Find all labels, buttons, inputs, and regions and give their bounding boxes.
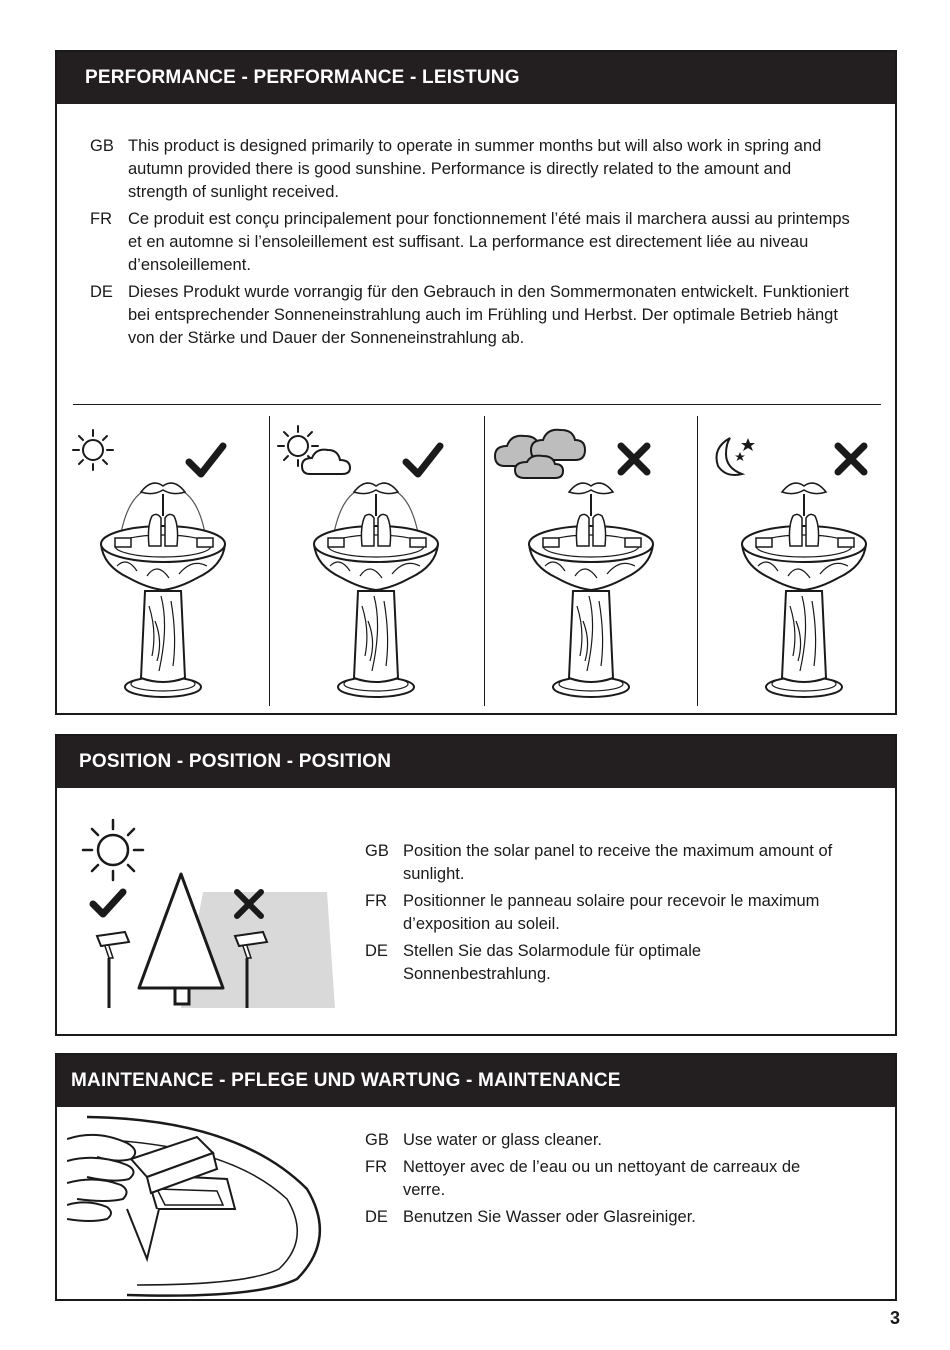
performance-section: [55, 50, 897, 715]
lang-code-fr: FR: [90, 210, 112, 228]
performance-text-block: [90, 135, 850, 354]
lang-code-fr: FR: [365, 892, 387, 910]
performance-divider: [73, 404, 881, 405]
lang-code-de: DE: [365, 1208, 388, 1226]
lang-code-de: DE: [90, 283, 113, 301]
lang-code-gb: GB: [365, 842, 389, 860]
clouds-icon: [495, 430, 585, 478]
position-section: [55, 734, 897, 1036]
sun-icon: [73, 430, 113, 470]
position-text-block: [365, 840, 835, 990]
position-title: POSITION - POSITION - POSITION: [57, 736, 895, 788]
position-row-fr: [365, 890, 835, 936]
fountain-illustration: [314, 483, 438, 697]
sun-cloud-icon: [278, 426, 350, 474]
maintenance-text-de: Benutzen Sie Wasser oder Glasreiniger.: [403, 1208, 696, 1226]
fountain-illustration: [529, 483, 653, 697]
position-text-de: Stellen Sie das Solarmodule für optimale Sonnenbestrahlung.: [403, 942, 702, 983]
performance-text-fr: Ce produit est conçu principalement pour fonctionnement l’été mais il marchera aussi au printemps et en automne si l’ensoleillement est suffisant. La performance est directement liée au niveau d’ensoleillement.: [128, 210, 850, 274]
position-row-de: [365, 940, 835, 986]
cross-icon: [621, 446, 647, 472]
solar-panel-icon: [127, 1175, 235, 1259]
performance-text-gb: This product is designed primarily to operate in summer months but will also work in spring and autumn provided there is good sunshine. Performance is directly related to the amount and strength of sunlight received.: [128, 137, 822, 201]
maintenance-row-gb: [365, 1129, 835, 1152]
solar-stake-icon: [97, 932, 129, 1008]
maintenance-illustration: [67, 1109, 327, 1299]
position-text-fr: Positionner le panneau solaire pour recevoir le maximum d’exposition au soleil.: [403, 892, 820, 933]
maintenance-text-fr: Nettoyer avec de l’eau ou un nettoyant de carreaux de verre.: [403, 1158, 801, 1199]
maintenance-title: MAINTENANCE - PFLEGE UND WARTUNG - MAINTENANCE: [57, 1055, 895, 1107]
weather-panel-night: [698, 416, 910, 713]
fountain-illustration: [101, 483, 225, 697]
hand-icon: [67, 1135, 135, 1221]
lang-code-fr: FR: [365, 1158, 387, 1176]
weather-panel-sunny: [57, 416, 269, 713]
fountain-illustration: [742, 483, 866, 697]
page-number: 3: [889, 1308, 900, 1328]
weather-panel-partly-cloudy: [270, 416, 482, 713]
check-icon: [93, 892, 123, 914]
maintenance-text-gb: Use water or glass cleaner.: [403, 1131, 603, 1149]
performance-row-fr: [90, 208, 850, 277]
performance-row-de: [90, 281, 850, 350]
lang-code-gb: GB: [365, 1131, 389, 1149]
check-icon: [406, 446, 440, 474]
moon-stars-icon: [717, 438, 756, 475]
position-text-gb: Position the solar panel to receive the maximum amount of sunlight.: [403, 842, 833, 883]
cross-icon: [838, 446, 864, 472]
lang-code-de: DE: [365, 942, 388, 960]
maintenance-text-block: [365, 1129, 835, 1233]
performance-row-gb: [90, 135, 850, 204]
weather-panel-cloudy: [485, 416, 697, 713]
performance-text-de: Dieses Produkt wurde vorrangig für den Gebrauch in den Sommermonaten entwickelt. Funktioniert bei entsprechender Sonneneinstrahlung auch im Frühling und Herbst. Der optimale Betrieb hängt von der Stärke und Dauer der Sonneneinstrahlung ab.: [128, 283, 849, 347]
check-icon: [189, 446, 223, 474]
position-illustration: [77, 808, 357, 1018]
maintenance-section: [55, 1053, 897, 1301]
sun-icon: [83, 820, 143, 880]
position-row-gb: [365, 840, 835, 886]
maintenance-row-fr: [365, 1156, 835, 1202]
lang-code-gb: GB: [90, 137, 114, 155]
maintenance-row-de: [365, 1206, 835, 1229]
performance-title: PERFORMANCE - PERFORMANCE - LEISTUNG: [57, 52, 895, 104]
